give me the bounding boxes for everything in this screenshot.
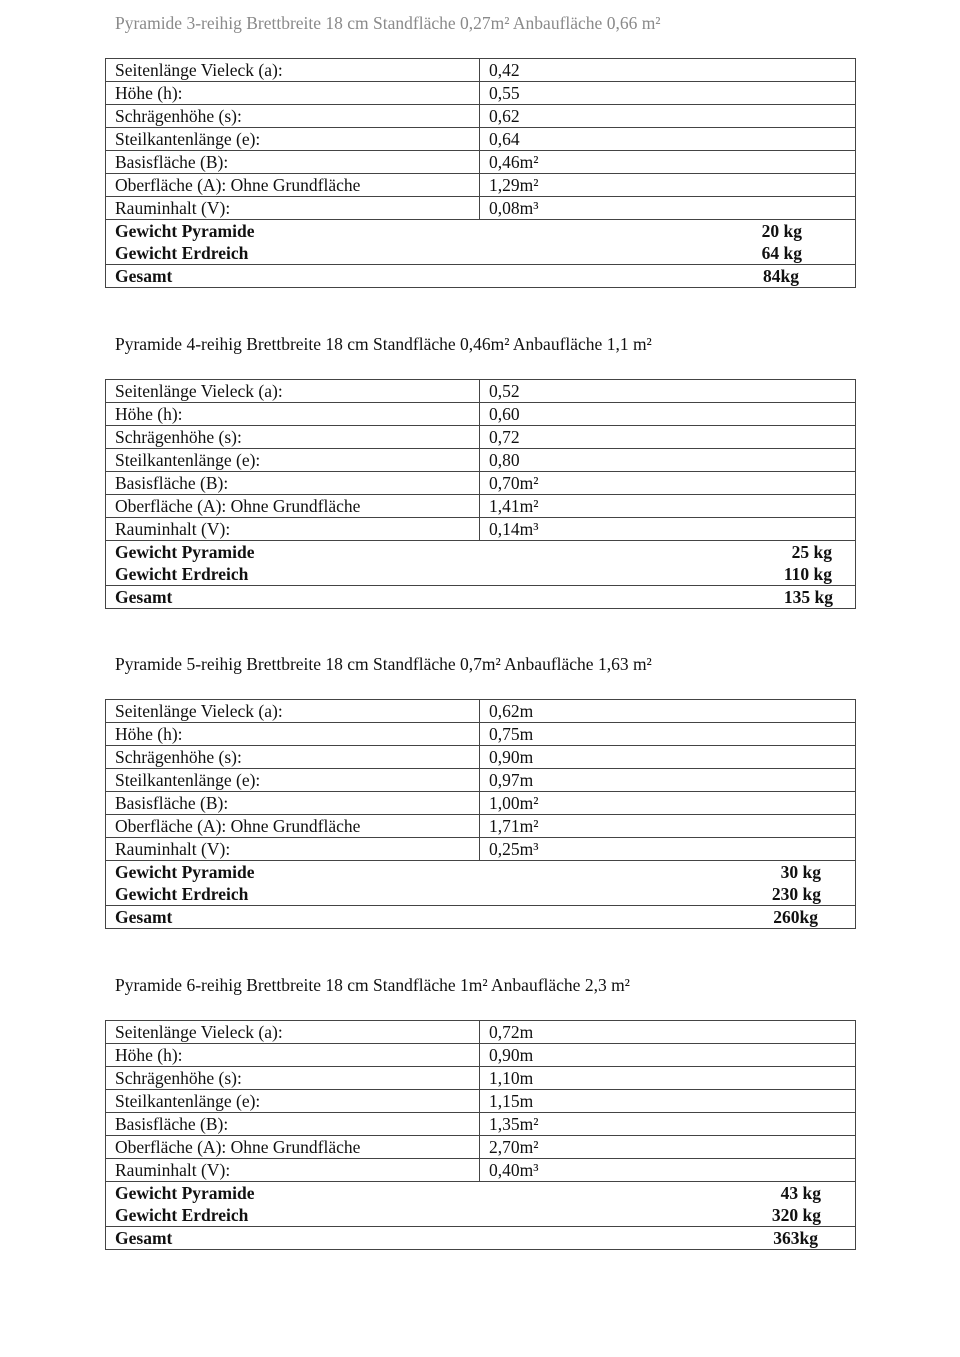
table-row — [106, 517, 855, 540]
row-label: Steilkantenlänge (e): — [106, 449, 480, 471]
table-row — [106, 1021, 855, 1043]
row-value: 0,80 — [489, 450, 520, 470]
total-row — [106, 585, 855, 608]
weight-soil-value: 110 kg — [783, 564, 832, 584]
weight-soil-label: Gewicht Erdreich — [115, 1205, 249, 1225]
total-row — [106, 264, 855, 287]
weight-pyramid-row — [106, 219, 855, 242]
row-value: 1,41m² — [489, 496, 539, 516]
pyramid-table — [105, 1020, 856, 1250]
total-label: Gesamt — [115, 266, 173, 286]
row-value: 1,29m² — [489, 175, 539, 195]
row-value: 0,72m — [489, 1022, 534, 1042]
weight-soil-row — [106, 883, 855, 905]
row-label: Seitenlänge Vieleck (a): — [106, 1021, 480, 1043]
table-row — [106, 196, 855, 219]
row-label: Seitenlänge Vieleck (a): — [106, 59, 480, 81]
table-row — [106, 1066, 855, 1089]
section-heading: Pyramide 3-reihig Brettbreite 18 cm Standfläche 0,27m² Anbaufläche 0,66 m² — [115, 13, 661, 33]
row-value: 0,70m² — [489, 473, 539, 493]
table-row — [106, 768, 855, 791]
weight-soil-value: 320 kg — [771, 1205, 821, 1225]
table-row — [106, 1158, 855, 1181]
row-value: 1,00m² — [489, 793, 539, 813]
total-row — [106, 1226, 855, 1249]
row-value: 0,42 — [489, 60, 520, 80]
row-label: Oberfläche (A): Ohne Grundfläche — [106, 815, 480, 837]
weight-pyramid-row — [106, 1181, 855, 1204]
row-label: Höhe (h): — [106, 82, 480, 104]
weight-pyramid-label: Gewicht Pyramide — [115, 542, 255, 562]
table-row — [106, 700, 855, 722]
row-value: 0,97m — [489, 770, 534, 790]
total-value: 260kg — [773, 907, 818, 927]
weight-pyramid-row — [106, 860, 855, 883]
table-row — [106, 81, 855, 104]
row-value: 0,62 — [489, 106, 520, 126]
row-value: 0,90m — [489, 1045, 534, 1065]
weight-pyramid-value: 30 kg — [780, 862, 821, 882]
weight-pyramid-value: 43 kg — [780, 1183, 821, 1203]
row-label: Rauminhalt (V): — [106, 838, 480, 860]
section-heading: Pyramide 4-reihig Brettbreite 18 cm Standfläche 0,46m² Anbaufläche 1,1 m² — [115, 334, 652, 354]
row-label: Höhe (h): — [106, 403, 480, 425]
row-label: Oberfläche (A): Ohne Grundfläche — [106, 495, 480, 517]
pyramid-table — [105, 379, 856, 609]
table-row — [106, 1112, 855, 1135]
row-value: 0,25m³ — [489, 839, 539, 859]
row-label: Schrägenhöhe (s): — [106, 1067, 480, 1089]
total-row — [106, 905, 855, 928]
row-value: 0,64 — [489, 129, 520, 149]
weight-soil-label: Gewicht Erdreich — [115, 564, 249, 584]
row-label: Basisfläche (B): — [106, 792, 480, 814]
row-value: 0,55 — [489, 83, 520, 103]
row-value: 0,40m³ — [489, 1160, 539, 1180]
weight-soil-label: Gewicht Erdreich — [115, 884, 249, 904]
row-label: Rauminhalt (V): — [106, 518, 480, 540]
row-value: 1,71m² — [489, 816, 539, 836]
row-value: 0,46m² — [489, 152, 539, 172]
section-heading: Pyramide 5-reihig Brettbreite 18 cm Standfläche 0,7m² Anbaufläche 1,63 m² — [115, 654, 652, 674]
total-label: Gesamt — [115, 587, 173, 607]
row-value: 0,62m — [489, 701, 534, 721]
row-value: 2,70m² — [489, 1137, 539, 1157]
row-value: 1,35m² — [489, 1114, 539, 1134]
table-row — [106, 791, 855, 814]
weight-soil-row — [106, 1204, 855, 1226]
row-value: 0,72 — [489, 427, 520, 447]
table-row — [106, 380, 855, 402]
row-label: Höhe (h): — [106, 723, 480, 745]
row-value: 0,52 — [489, 381, 520, 401]
weight-soil-value: 64 kg — [761, 243, 802, 263]
weight-soil-row — [106, 242, 855, 264]
row-label: Seitenlänge Vieleck (a): — [106, 700, 480, 722]
row-label: Steilkantenlänge (e): — [106, 1090, 480, 1112]
table-row — [106, 173, 855, 196]
table-row — [106, 471, 855, 494]
table-row — [106, 150, 855, 173]
table-row — [106, 425, 855, 448]
table-row — [106, 402, 855, 425]
weight-soil-value: 230 kg — [771, 884, 821, 904]
table-row — [106, 448, 855, 471]
row-label: Oberfläche (A): Ohne Grundfläche — [106, 174, 480, 196]
row-value: 0,75m — [489, 724, 534, 744]
row-label: Oberfläche (A): Ohne Grundfläche — [106, 1136, 480, 1158]
row-label: Schrägenhöhe (s): — [106, 746, 480, 768]
row-label: Steilkantenlänge (e): — [106, 128, 480, 150]
table-row — [106, 104, 855, 127]
total-value: 363kg — [773, 1228, 818, 1248]
total-value: 135 kg — [783, 587, 833, 607]
table-row — [106, 127, 855, 150]
table-row — [106, 722, 855, 745]
weight-pyramid-row — [106, 540, 855, 563]
row-value: 1,10m — [489, 1068, 534, 1088]
row-value: 0,14m³ — [489, 519, 539, 539]
row-label: Schrägenhöhe (s): — [106, 426, 480, 448]
weight-pyramid-value: 20 kg — [761, 221, 802, 241]
table-row — [106, 1089, 855, 1112]
row-label: Schrägenhöhe (s): — [106, 105, 480, 127]
weight-pyramid-label: Gewicht Pyramide — [115, 862, 255, 882]
row-value: 1,15m — [489, 1091, 534, 1111]
weight-pyramid-label: Gewicht Pyramide — [115, 1183, 255, 1203]
row-value: 0,60 — [489, 404, 520, 424]
row-label: Steilkantenlänge (e): — [106, 769, 480, 791]
table-row — [106, 59, 855, 81]
table-row — [106, 745, 855, 768]
row-label: Basisfläche (B): — [106, 151, 480, 173]
row-value: 0,08m³ — [489, 198, 539, 218]
weight-pyramid-value: 25 kg — [791, 542, 832, 562]
row-label: Höhe (h): — [106, 1044, 480, 1066]
total-label: Gesamt — [115, 907, 173, 927]
pyramid-table — [105, 58, 856, 288]
total-label: Gesamt — [115, 1228, 173, 1248]
row-label: Seitenlänge Vieleck (a): — [106, 380, 480, 402]
table-row — [106, 814, 855, 837]
row-label: Basisfläche (B): — [106, 1113, 480, 1135]
section-heading: Pyramide 6-reihig Brettbreite 18 cm Standfläche 1m² Anbaufläche 2,3 m² — [115, 975, 630, 995]
row-label: Rauminhalt (V): — [106, 1159, 480, 1181]
row-value: 0,90m — [489, 747, 534, 767]
table-row — [106, 494, 855, 517]
row-label: Rauminhalt (V): — [106, 197, 480, 219]
weight-soil-row — [106, 563, 855, 585]
total-value: 84kg — [763, 266, 799, 286]
table-row — [106, 1135, 855, 1158]
row-label: Basisfläche (B): — [106, 472, 480, 494]
weight-soil-label: Gewicht Erdreich — [115, 243, 249, 263]
pyramid-table — [105, 699, 856, 929]
weight-pyramid-label: Gewicht Pyramide — [115, 221, 255, 241]
table-row — [106, 1043, 855, 1066]
table-row — [106, 837, 855, 860]
